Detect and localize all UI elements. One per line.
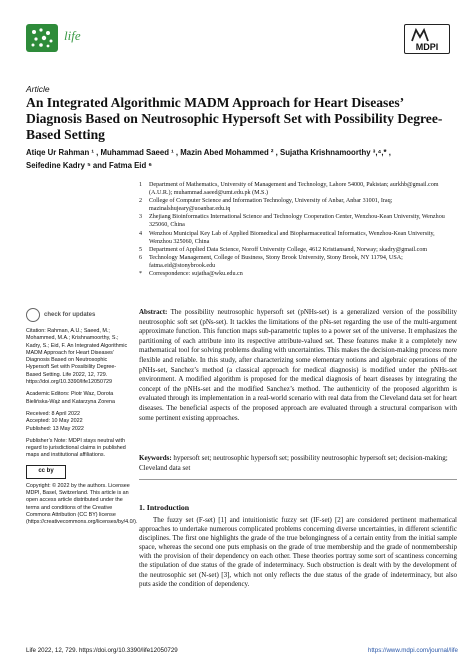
affiliation-text: College of Computer Science and Information Technology, University of Anbar, Anbar 31001, Iraq; mazinalshujeary@uoanbar.edu.iq: [149, 198, 393, 213]
section-divider: [139, 479, 457, 480]
author-list: [26, 147, 456, 172]
intro-heading: 1. Introduction: [139, 503, 190, 512]
publisher-name: MDPI: [415, 42, 439, 52]
affiliation-item: [139, 230, 457, 246]
affiliation-number: 3: [139, 214, 143, 221]
affiliation-item: [139, 254, 457, 270]
page-footer: [26, 647, 458, 654]
author-line[interactable]: Atiqe Ur Rahman ¹ , Muhammad Saeed ¹ , Mazin Abed Mohammed ² , Sujatha Krishnamoorthy ³,⁴,* ,: [26, 148, 391, 157]
check-updates-button[interactable]: [26, 308, 130, 322]
keywords: [139, 454, 457, 473]
affiliation-text: Wenzhou Municipal Key Lab of Applied Biomedical and Biopharmaceutical Informatics, Wenzhou-Kean University, Wenzhou 325060, China: [149, 230, 435, 245]
page-header: [26, 22, 450, 62]
citation-block[interactable]: Citation: Rahman, A.U.; Saeed, M.; Mohammed, M.A.; Krishnamoorthy, S.; Kadry, S.; Eid, F. An Integrated Algorithmic MADM Approach for Heart Diseases’ Diagnosis Based on Neutrosophic Hypersoft Set with Possibility Degree-Based Setting. Life 2022, 12, 729. https://doi.org/10.3390/life12050729: [26, 328, 128, 386]
cc-license-icon[interactable]: [26, 465, 66, 479]
received-date: Received: 8 April 2022: [26, 410, 80, 417]
publisher-note: Publisher’s Note: MDPI stays neutral with regard to jurisdictional claims in published maps and institutional affiliations.: [26, 437, 126, 459]
keywords-label: Keywords:: [139, 454, 172, 462]
article-title: An Integrated Algorithmic MADM Approach for Heart Diseases’ Diagnosis Based on Neutrosophic Hypersoft Set with Possibility Degree-Based Setting: [26, 95, 443, 142]
affiliation-text: Department of Applied Data Science, Noroff University College, 4612 Kristiansand, Norway; skadry@gmail.com: [149, 246, 428, 253]
keywords-text: hypersoft set; neutrosophic hypersoft set; possibility neutrosophic hypersoft set; decision-making; Cleveland data set: [139, 454, 448, 472]
abstract-label: Abstract:: [139, 308, 168, 316]
affiliation-text: Zhejiang Bioinformatics International Science and Technology Cooperation Center, Wenzhou-Kean University, Wenzhou 325060, China: [149, 214, 445, 229]
abstract: [139, 308, 457, 423]
affiliation-item: [139, 270, 457, 278]
author-line[interactable]: Seifedine Kadry ⁵ and Fatma Eid ⁶: [26, 160, 152, 170]
affiliation-list: [139, 181, 457, 278]
intro-paragraph: The fuzzy set (F-set) [1] and intuitionistic fuzzy set (IF-set) [2] are considered pertinent mathematical approaches to undertake numerous complicated problems concerning diverse uncertainties, in different scientific disciplines. The first one highlights the grade of the true belongingness of a certain entity from the initial sample space, whereas the second one puts emphasis on the grade of true membership and the grade of nonmembership with the provision of their dependency on each other. These theories portray some sort of scantiness concerning the stipulation of due status of the grade of indeterminacy. Such obstruction is dealt with by the development of the neutrosophic set (N-set) [3], which not only reflects the due status of the grade of indeterminacy, but also puts aside the condition of dependency.: [139, 516, 457, 588]
article-type: Article: [26, 84, 50, 94]
affiliation-text: Department of Mathematics, University of Management and Technology, Lahore 54000, Pakistan; aurkhb@gmail.com (A.U.R.); muhammad.saeed@umt.edu.pk (M.S.): [149, 182, 439, 197]
article-sidebar: [26, 308, 138, 527]
academic-editors: Academic Editors: Piotr Waz, Dorota Bielińska-Wąż and Katarzyna Zorena: [26, 391, 115, 405]
affiliation-number: 6: [139, 254, 143, 261]
mdpi-logo-icon[interactable]: [404, 24, 450, 54]
journal-logo-icon: [26, 24, 58, 52]
affiliation-number: 4: [139, 230, 143, 237]
cc-label: cc by: [38, 468, 54, 475]
check-updates-label: check for updates: [44, 311, 96, 318]
footer-journal-link[interactable]: https://www.mdpi.com/journal/life: [367, 647, 458, 654]
affiliation-item: [139, 197, 457, 213]
check-updates-icon: [26, 308, 40, 322]
published-date: Published: 13 May 2022: [26, 425, 84, 432]
accepted-date: Accepted: 10 May 2022: [26, 418, 83, 425]
copyright-notice[interactable]: Copyright: © 2022 by the authors. Licensee MDPI, Basel, Switzerland. This article is an open access article distributed under the terms and conditions of the Creative Commons Attribution (CC BY) license (https://creativecommons.org/licenses/by/4.0/).: [26, 482, 138, 526]
abstract-text: The possibility neutrosophic hypersoft set (pNHs-set) is a generalized version of the possibility neutrosophic soft set (pNs-set). It tackles the limitations of the pNs-set regarding the use of the multi-argument approximate function. This function maps sub-parametric tuples to a power set of the universe. It emphasizes the partitioning of each attribute into its respective attribute-valued set. These features make it a completely new mathematical tool for solving problems dealing with uncertainties. This makes the decision-making process more flexible and reliable. In this study, after characterizing some elementary notions and algebraic operations of the pNHs-set, Sanchez’s method (a classical approach for medical diagnosis) is modified under the pNHs-set environment. A modified algorithm is proposed for the medical diagnosis of heart diseases by integrating the concept of the pNHs-set and the modified Sanchez’s method. The authenticity of the proposed algorithm is evaluated through its implementation in a real-world scenario with real data from the Cleveland data set for heart diseases. The beneficial aspects of the proposed approach are evaluated through a structural comparison with some pertinent existing approaches.: [139, 308, 457, 422]
affiliation-number: *: [139, 271, 143, 278]
affiliation-number: 1: [139, 182, 143, 188]
affiliation-item: [139, 181, 457, 197]
affiliation-number: 2: [139, 198, 143, 205]
affiliation-item: [139, 246, 457, 254]
affiliation-text: Technology Management, College of Business, Stony Brook University, Stony Brook, NY 11794, USA; fatma.eid@stonybrook.edu: [149, 254, 403, 269]
footer-citation[interactable]: Life 2022, 12, 729. https://doi.org/10.3390/life12050729: [26, 647, 178, 654]
affiliation-text: Correspondence: sujatha@wku.edu.cn: [149, 271, 243, 278]
affiliation-number: 5: [139, 246, 143, 253]
journal-name: life: [64, 28, 81, 43]
affiliation-item: [139, 213, 457, 229]
